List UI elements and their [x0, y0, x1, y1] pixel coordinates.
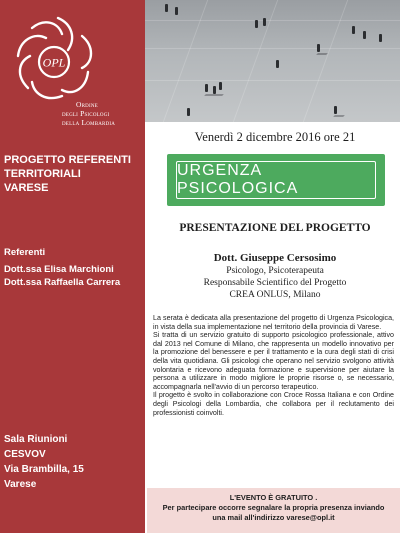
description-text — [153, 314, 394, 417]
presentation-heading: PRESENTAZIONE DEL PROGETTO — [179, 222, 371, 234]
notice-line: una mail all'indirizzo varese@opl.it — [212, 513, 335, 522]
venue-line: Via Brambilla, 15 — [4, 464, 84, 475]
event-date: Venerdì 2 dicembre 2016 ore 21 — [194, 130, 356, 144]
logo-monogram: OPL — [42, 55, 66, 70]
venue-line: Sala Riunioni — [4, 434, 68, 445]
speaker-role: Psicologo, Psicoterapeuta — [226, 266, 324, 276]
notice-line: L'EVENTO È GRATUITO . — [229, 493, 318, 502]
project-title — [4, 153, 144, 195]
logo-line-2: degli Psicologi — [62, 109, 110, 118]
referenti-block — [4, 246, 144, 289]
project-title-line: TERRITORIALI — [4, 168, 81, 180]
opl-logo — [0, 0, 145, 135]
referente-name: Dott.ssa Elisa Marchioni — [4, 264, 114, 275]
referente-name: Dott.ssa Raffaella Carrera — [4, 277, 121, 288]
referenti-heading: Referenti — [4, 247, 46, 258]
notice-line: Per partecipare occorre segnalare la propria presenza inviando — [162, 503, 385, 512]
sidebar — [0, 0, 145, 533]
urgenza-psicologica-frame — [176, 161, 376, 199]
venue-line: Varese — [4, 479, 37, 490]
speaker-block — [150, 251, 400, 301]
venue-block — [4, 432, 144, 492]
venue-line: CESVOV — [4, 449, 46, 460]
project-title-line: VARESE — [4, 182, 49, 194]
logo-wordmark — [62, 100, 142, 127]
opl-emblem-icon — [10, 10, 100, 105]
speaker-affiliation: CREA ONLUS, Milano — [229, 290, 321, 300]
speaker-role: Responsabile Scientifico del Progetto — [203, 278, 347, 288]
description-paragraph: Si tratta di un servizio gratuito di supporto psicologico professionale, attivo dal 2013 nel Comune di Milano, che rappresenta un modello innovativo per la promozione del benessere e per il trattamento e la cura degli stati di crisi della vita quotidiana. Gli psicologi che operano nel servizio svolgono attività volontaria e ricevono adeguata formazione e supervisione per aiutare la persona a utilizzare in modo migliore le proprie risorse o, se necessario, accompagnarla nell'avvio di un percorso terapeutico. — [153, 331, 394, 391]
logo-line-1: Ordine — [76, 100, 98, 109]
urgenza-psicologica-label: URGENZA PSICOLOGICA — [177, 162, 299, 197]
project-title-line: PROGETTO REFERENTI — [4, 154, 131, 166]
description-paragraph: La serata è dedicata alla presentazione del progetto di Urgenza Psicologica, in vista della sua implementazione nel territorio della provincia di Varese. — [153, 314, 394, 331]
free-event-notice — [147, 488, 400, 533]
speaker-name: Dott. Giuseppe Cersosimo — [213, 252, 337, 264]
header-photo — [145, 0, 400, 122]
logo-line-3: della Lombardia — [62, 118, 116, 127]
urgenza-psicologica-logo — [167, 154, 385, 206]
description-paragraph: Il progetto è svolto in collaborazione con Croce Rossa Italiana e con Ordine degli Psicologi della Lombardia, che collabora per il reclutamento dei professionisti coinvolti. — [153, 391, 394, 417]
